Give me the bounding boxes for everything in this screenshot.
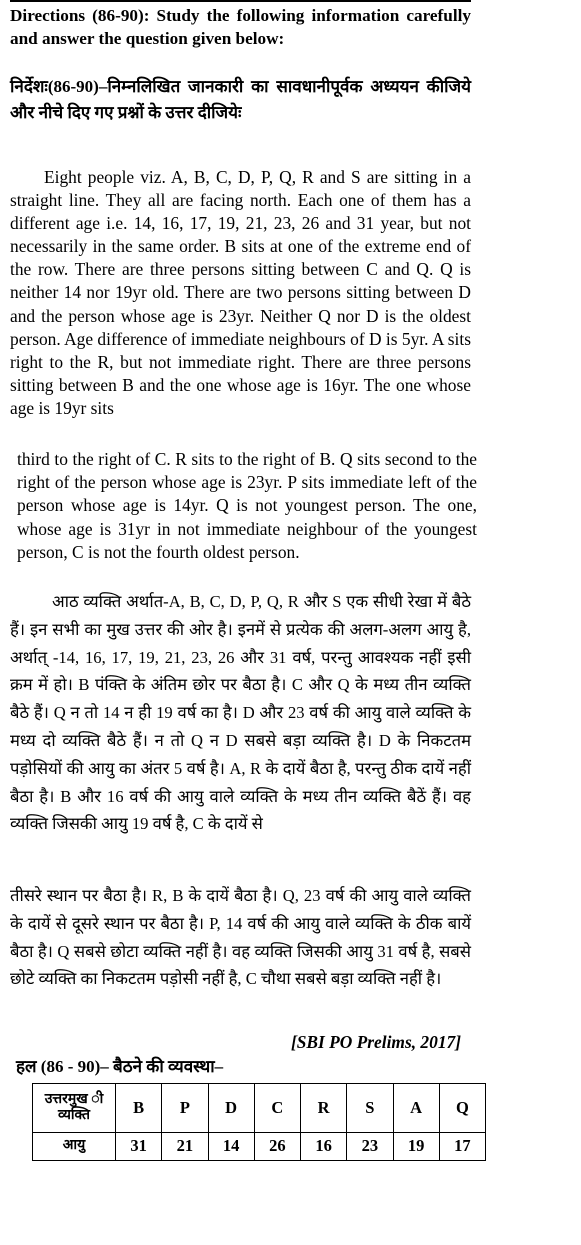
age-cell: 31 [116,1132,162,1160]
passage-hindi-part2: तीसरे स्थान पर बैठा है। R, B के दायें बैठा है। Q, 23 वर्ष की आयु वाले व्यक्ति के दायें से दूसरे स्थान पर बैठा है। P, 14 वर्ष की आयु वाले व्यक्ति के ठीक बायें बैठा है। Q सबसे छोटा व्यक्ति नहीं है। वह व्यक्ति जिसकी आयु 31 वर्ष है, सबसे छोटे व्यक्ति का निकटतम पड़ोसी नहीं है, C चौथा सबसे बड़ा व्यक्ति नहीं है। [10,886,471,989]
person-cell: S [347,1084,393,1133]
person-cell: Q [439,1084,485,1133]
age-cell: 26 [254,1132,300,1160]
age-cell: 23 [347,1132,393,1160]
person-cell: B [116,1084,162,1133]
age-cell: 16 [301,1132,347,1160]
age-cell: 17 [439,1132,485,1160]
person-cell: A [393,1084,439,1133]
passage-hindi-part1: आठ व्यक्ति अर्थात-A, B, C, D, P, Q, R और S एक सीधी रेखा में बैठे हैं। इन सभी का मुख उत्तर की ओर है। इनमें से प्रत्येक की अलग-अलग आयु है, अर्थात् -14, 16, 17, 19, 21, 23, 26 और 31 वर्ष, परन्तु आवश्यक नहीं इसी क्रम में हो। B पंक्ति के अंतिम छोर पर बैठा है। C और Q के मध्य तीन व्यक्ति बैठे हैं। Q न तो 14 न ही 19 वर्ष का है। D और 23 वर्ष की आयु वाले व्यक्ति के मध्य दो व्यक्ति बैठे हैं। न तो Q न D सबसे बड़ा व्यक्ति है। D के निकटतम पड़ोसियों की आयु का अंतर 5 वर्ष है। A, R के दायें बैठा है, परन्तु ठीक दायें नहीं बैठा है। B और 16 वर्ष की आयु वाले व्यक्ति के मध्य तीन व्यक्ति बैठें हैं। वह व्यक्ति जिसकी आयु 19 वर्ष है, C के दायें से [10,592,471,834]
table-row-persons [33,1084,486,1133]
person-cell: P [162,1084,208,1133]
person-cell: C [254,1084,300,1133]
directions-english: Directions (86-90): Study the following information carefully and answer the question given below: [10,6,471,48]
solution-title: हल (86 - 90)– बैठने की व्यवस्था– [16,1057,224,1076]
passage-english-part2: third to the right of C. R sits to the right of B. Q sits second to the right of the person whose age is 23yr. P sits immediate left of the person whose age is 14yr. Q is not youngest person. The one, whose age is 31yr in not immediate neighbour of the youngest person, C is not the fourth oldest person. [17,449,477,562]
age-cell: 14 [208,1132,254,1160]
directions-hindi: निर्देशः(86-90)–निम्नलिखित जानकारी का सावधानीपूर्वक अध्ययन कीजिये और नीचे दिए गए प्रश्नों के उत्तर दीजियेः [10,77,471,122]
person-cell: D [208,1084,254,1133]
passage-english-part1: Eight people viz. A, B, C, D, P, Q, R and S are sitting in a straight line. They all are facing north. Each one of them has a different age i.e. 14, 16, 17, 19, 21, 23, 26 and 31 year, but not necessarily in the same order. B sits at one of the extreme end of the row. There are three persons sitting between C and Q. Q is neither 14 nor 19yr old. There are two persons sitting between D and the person whose age is 23yr. Neither Q nor D is the oldest person. Age difference of immediate neighbours of D is 5yr. A sits right to the R, but not immediate right. There are three persons sitting between B and the one whose age is 16yr. The one whose age is 19yr sits [10,167,471,418]
age-cell: 21 [162,1132,208,1160]
source-citation: [SBI PO Prelims, 2017] [290,1032,461,1052]
table-row-ages [33,1132,486,1160]
arrangement-table [32,1083,486,1161]
row-header-age: आयु [33,1132,116,1160]
top-rule [10,0,471,2]
age-cell: 19 [393,1132,439,1160]
row-header-persons: उत्तरमुख ी व्यक्ति [33,1084,116,1133]
person-cell: R [301,1084,347,1133]
